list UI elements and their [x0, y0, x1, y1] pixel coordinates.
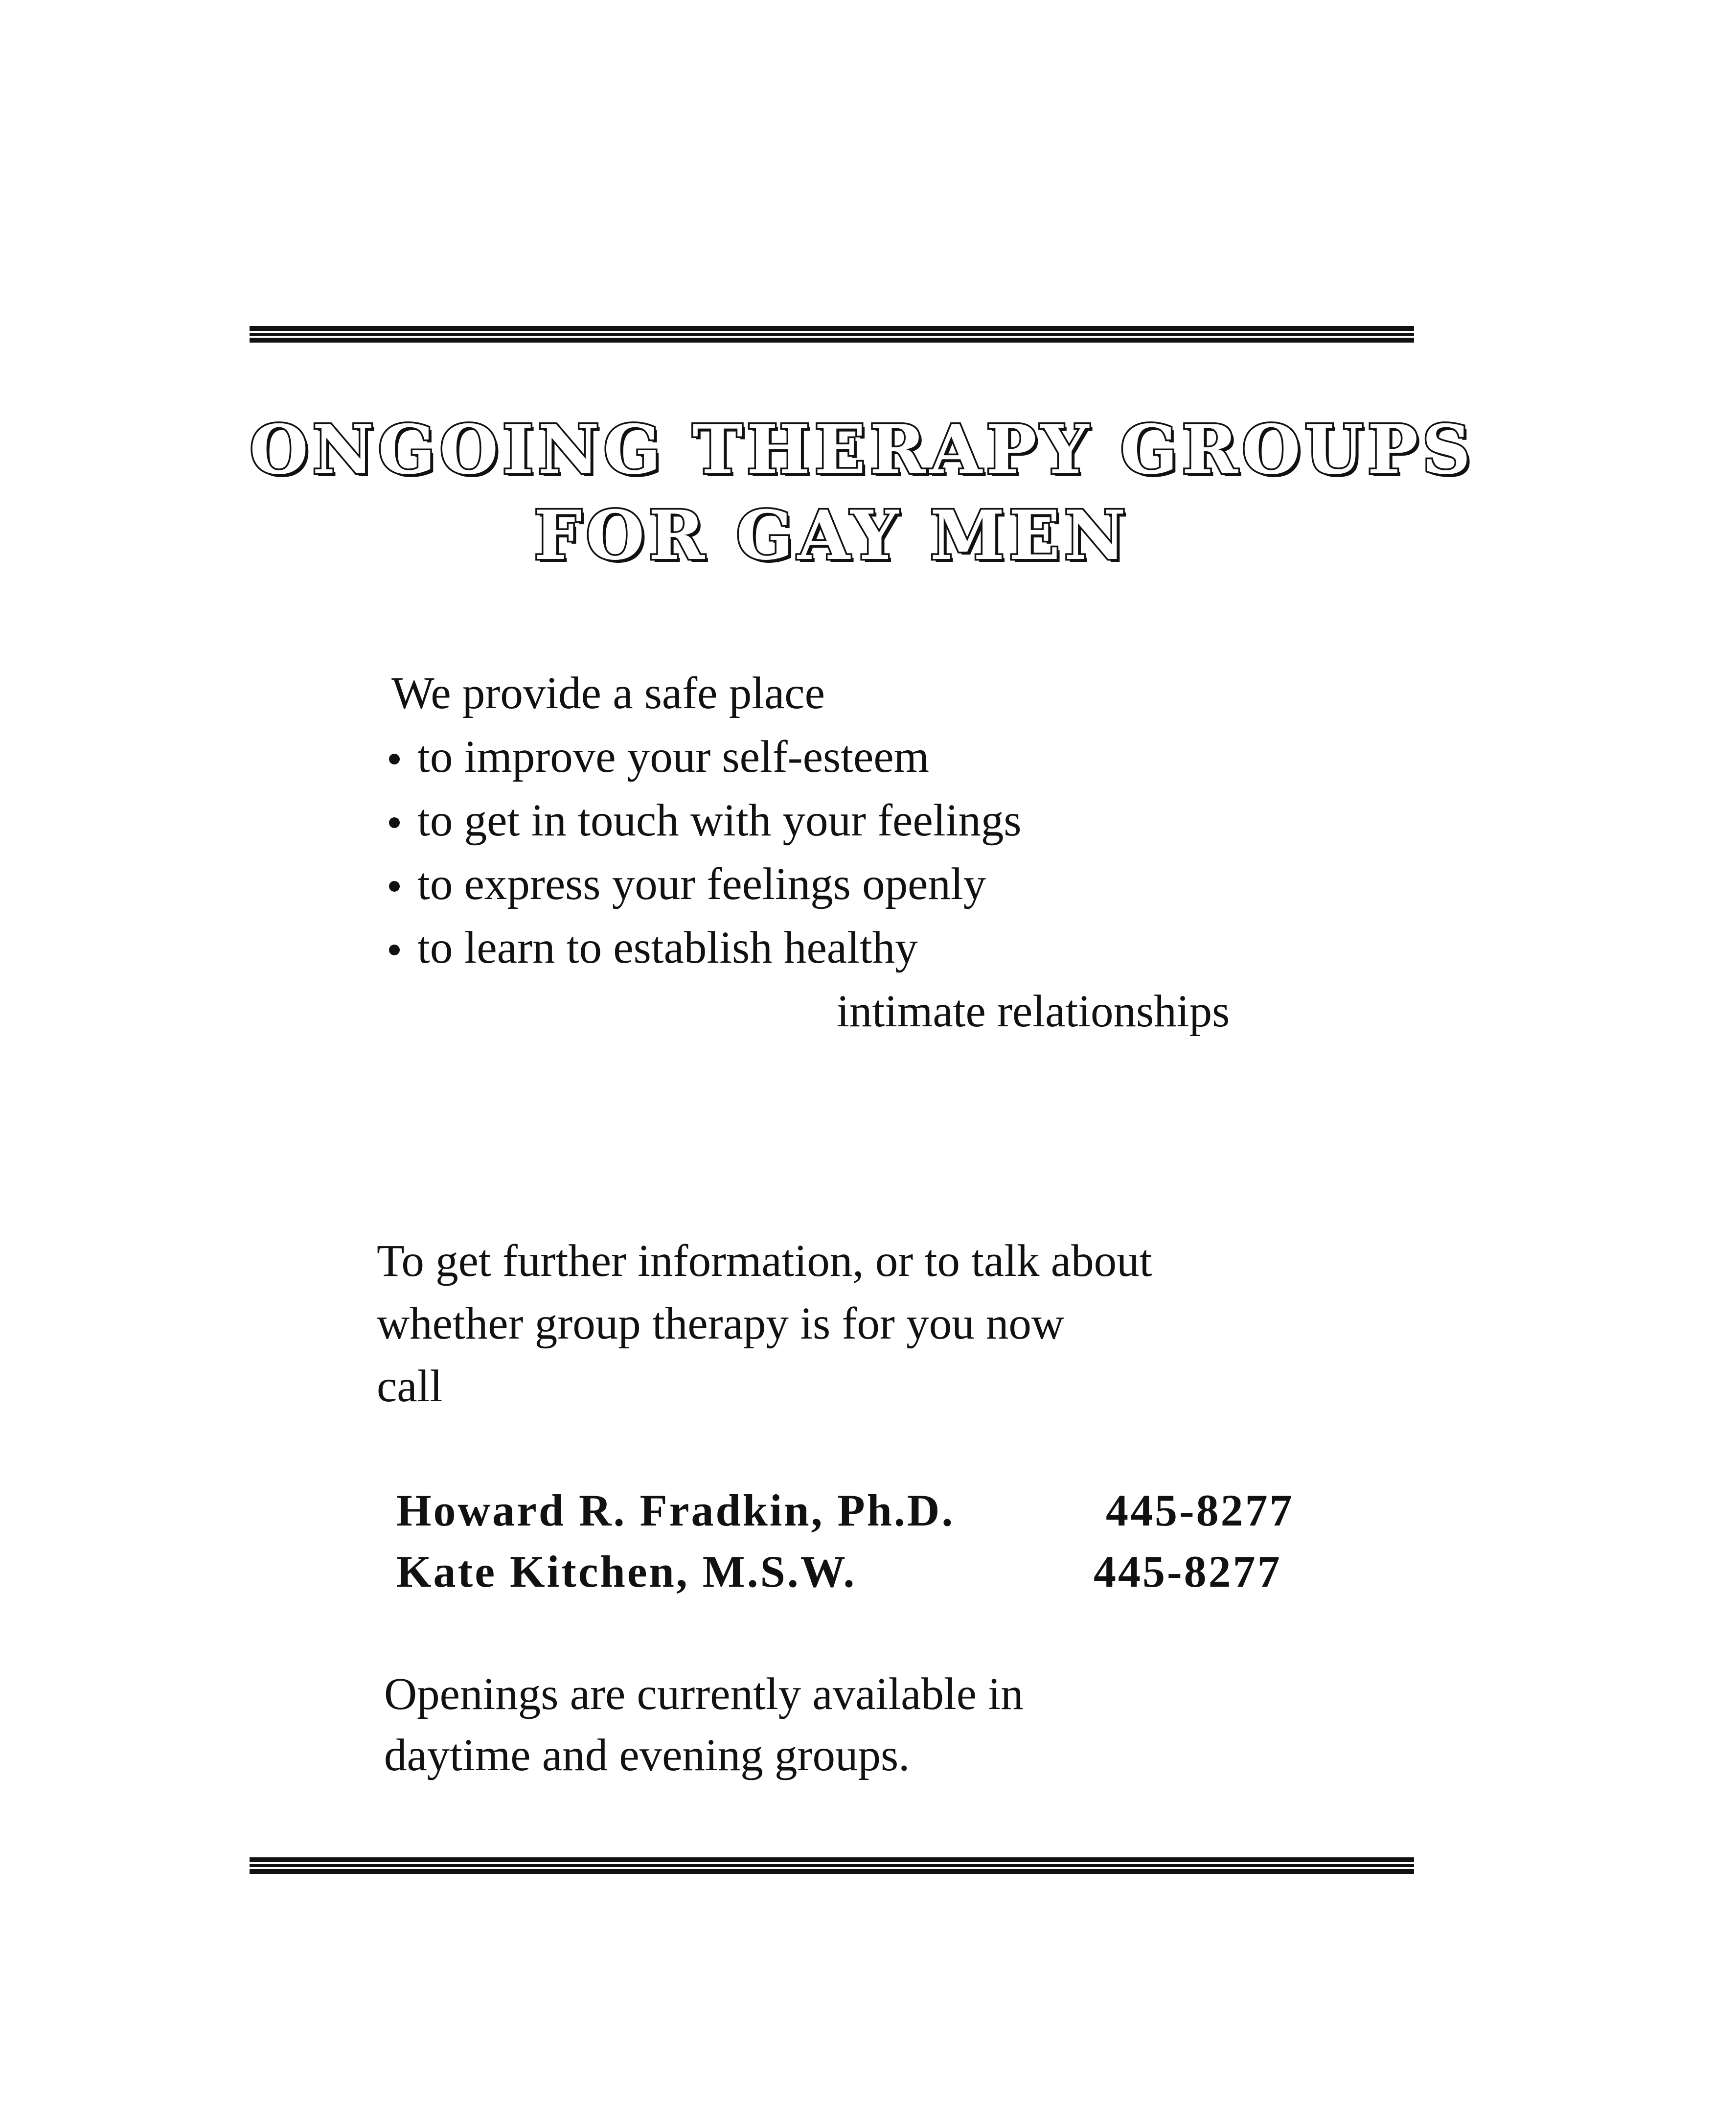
list-item: [389, 795, 1022, 861]
bullet-icon: [389, 945, 400, 955]
top-double-rule: [250, 326, 1414, 343]
bullet-text: to express your feelings openly: [417, 859, 986, 909]
bottom-double-rule: [250, 1857, 1414, 1874]
contact-row: [396, 1485, 1326, 1549]
bullet-text: to improve your self-esteem: [417, 732, 929, 782]
openings-line: Openings are currently available in: [384, 1669, 1024, 1719]
info-line: call: [377, 1361, 443, 1411]
list-item: [389, 861, 1022, 925]
bullet-continuation: intimate relationships: [837, 986, 1230, 1037]
info-line: To get further information, or to talk about: [377, 1236, 1152, 1286]
intro-text: We provide a safe place: [391, 668, 825, 718]
bullet-text: to get in touch with your feelings: [417, 795, 1022, 846]
title-line-1: ONGOING THERAPY GROUPS: [250, 410, 1475, 489]
bullet-icon: [389, 817, 400, 828]
title-line-2: FOR GAY MEN: [534, 495, 1130, 575]
info-paragraph: [377, 1238, 1152, 1426]
contact-name: Kate Kitchen, M.S.W.: [396, 1547, 857, 1596]
contact-phone: 445-8277: [1106, 1485, 1294, 1535]
benefits-list: [389, 734, 1022, 989]
contact-row: [396, 1549, 1326, 1610]
openings-paragraph: [384, 1671, 1024, 1794]
info-line: whether group therapy is for you now: [377, 1298, 1064, 1349]
list-item: [389, 925, 1022, 989]
bullet-icon: [389, 754, 400, 764]
contact-name: Howard R. Fradkin, Ph.D.: [396, 1485, 955, 1535]
bullet-text: to learn to establish healthy: [417, 923, 918, 973]
contact-list: [396, 1485, 1326, 1610]
openings-line: daytime and evening groups.: [384, 1730, 910, 1780]
bullet-icon: [389, 881, 400, 892]
contact-phone: 445-8277: [1094, 1547, 1282, 1596]
list-item: [389, 734, 1022, 798]
